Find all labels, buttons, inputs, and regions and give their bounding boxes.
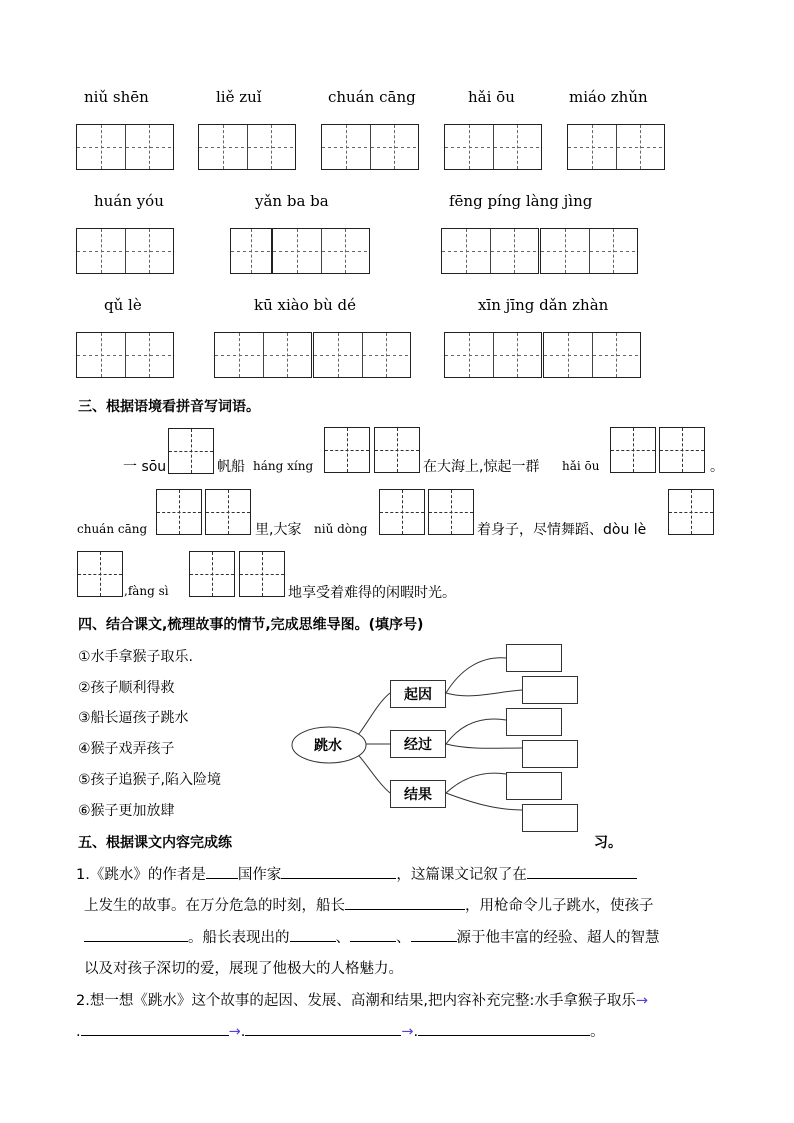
sentence-text: 着身子，尽情舞蹈、dòu lè — [477, 522, 647, 538]
answer-blank[interactable] — [281, 864, 396, 879]
pinyin-label: liě zuǐ — [216, 88, 262, 106]
char-box-2[interactable] — [543, 332, 641, 378]
tianzi-box[interactable] — [168, 428, 214, 474]
question-1-line-2 — [84, 894, 654, 915]
section-4-heading: 四、结合课文,梳理故事的情节,完成思维导图。(填序号) — [78, 617, 424, 633]
char-box-2[interactable] — [444, 332, 542, 378]
char-box-2[interactable] — [444, 124, 542, 170]
pinyin-label: fēng píng làng jìng — [449, 192, 593, 210]
answer-blank[interactable] — [81, 1021, 229, 1036]
arrow-icon: → — [228, 1024, 241, 1040]
answer-blank[interactable] — [245, 1021, 401, 1036]
tianzi-box[interactable] — [428, 489, 474, 535]
answer-box[interactable] — [506, 644, 562, 672]
sentence-text: 。 — [710, 459, 724, 475]
q1-text: 源于他丰富的经验、超人的智慧 — [456, 930, 660, 946]
answer-blank[interactable] — [290, 927, 336, 942]
section-3-heading: 三、根据语境看拼音写词语。 — [78, 399, 260, 415]
tianzi-box[interactable] — [156, 489, 202, 535]
tianzi-box[interactable] — [379, 489, 425, 535]
char-box-2[interactable] — [441, 228, 539, 274]
sentence-text: 一 sōu — [123, 459, 167, 475]
answer-blank[interactable] — [206, 864, 238, 879]
tianzi-box[interactable] — [205, 489, 251, 535]
sentence-text: 在大海上,惊起一群 — [423, 459, 540, 475]
question-1-line-3 — [84, 926, 660, 947]
char-box-2[interactable] — [313, 332, 411, 378]
q1-text: 1.《跳水》的作者是 — [76, 867, 206, 883]
q1-text: 上发生的故事。在万分危急的时刻，船长 — [84, 898, 345, 914]
answer-blank[interactable] — [350, 927, 396, 942]
mind-map-branch-cause: 起因 — [390, 680, 446, 708]
q2-dot: . — [413, 1024, 419, 1040]
mind-map-branch-result: 结果 — [390, 780, 446, 808]
char-box-2[interactable] — [567, 124, 665, 170]
pinyin-hint: hǎi ōu — [562, 459, 600, 473]
tianzi-box[interactable] — [189, 551, 235, 597]
char-box-1[interactable] — [230, 228, 272, 274]
tianzi-box[interactable] — [668, 489, 714, 535]
pinyin-hint: ,fàng sì — [124, 584, 169, 598]
q2-text: 2.想一想《跳水》这个故事的起因、发展、高潮和结果,把内容补充完整:水手拿猴子取乐 — [76, 993, 636, 1009]
sentence-text: 里,大家 — [255, 522, 302, 538]
question-2-line-2 — [76, 1020, 605, 1041]
sentence-text: 帆船 — [217, 459, 245, 475]
answer-box[interactable] — [506, 708, 562, 736]
tianzi-box[interactable] — [77, 551, 123, 597]
pinyin-label: yǎn ba ba — [255, 192, 329, 210]
q1-text: ，用枪命令儿子跳水，使孩子 — [465, 898, 654, 914]
answer-blank[interactable] — [527, 864, 637, 879]
list-item: ③船长逼孩子跳水 — [78, 710, 189, 726]
pinyin-label: miáo zhǔn — [569, 88, 648, 106]
list-item: ④猴子戏弄孩子 — [78, 741, 175, 757]
q1-text: 国作家 — [237, 867, 282, 883]
question-2-line-1 — [76, 989, 648, 1010]
pinyin-label: huán yóu — [94, 192, 164, 210]
q2-dot: . — [240, 1024, 246, 1040]
section-5-heading: 五、根据课文内容完成练 — [78, 835, 232, 851]
char-box-2[interactable] — [540, 228, 638, 274]
answer-blank[interactable] — [418, 1021, 590, 1036]
question-1-line-1 — [76, 863, 637, 884]
q2-dot: . — [76, 1024, 81, 1040]
answer-box[interactable] — [522, 804, 578, 832]
char-box-2[interactable] — [76, 332, 174, 378]
q1-text: ，这篇课文记叙了在 — [396, 867, 527, 883]
q2-text: 。 — [590, 1024, 605, 1040]
section-5-heading-tail: 习。 — [594, 835, 622, 851]
tianzi-box[interactable] — [374, 427, 420, 473]
sentence-text: 地享受着难得的闲暇时光。 — [288, 585, 456, 601]
pinyin-hint: háng xíng — [253, 459, 314, 473]
question-1-line-4: 以及对孩子深切的爱，展现了他极大的人格魅力。 — [84, 961, 403, 977]
tianzi-box[interactable] — [324, 427, 370, 473]
char-box-2[interactable] — [321, 124, 419, 170]
answer-box[interactable] — [506, 772, 562, 800]
pinyin-label: kū xiào bù dé — [254, 296, 357, 314]
mind-map-center: 跳水 — [314, 738, 342, 754]
answer-box[interactable] — [522, 676, 578, 704]
answer-blank[interactable] — [84, 927, 188, 942]
list-item: ①水手拿猴子取乐. — [78, 649, 194, 665]
pinyin-hint: niǔ dòng — [314, 522, 368, 536]
tianzi-box[interactable] — [610, 427, 656, 473]
pinyin-label: qǔ lè — [104, 296, 142, 314]
q1-text: 。船长表现出的 — [188, 930, 290, 946]
pinyin-label: niǔ shēn — [84, 88, 149, 106]
pinyin-label: hǎi ōu — [468, 88, 515, 106]
pinyin-hint: chuán cāng — [77, 522, 148, 536]
char-box-2[interactable] — [214, 332, 312, 378]
list-item: ⑥猴子更加放肆 — [78, 803, 175, 819]
q1-text: 、 — [335, 930, 350, 946]
char-box-2[interactable] — [272, 228, 370, 274]
list-item: ⑤孩子追猴子,陷入险境 — [78, 772, 222, 788]
pinyin-label: xīn jīng dǎn zhàn — [478, 296, 609, 314]
pinyin-label: chuán cāng — [328, 88, 416, 106]
answer-blank[interactable] — [345, 895, 465, 910]
char-box-2[interactable] — [76, 228, 174, 274]
tianzi-box[interactable] — [239, 551, 285, 597]
mind-map-branch-process: 经过 — [390, 730, 446, 758]
list-item: ②孩子顺利得救 — [78, 680, 175, 696]
answer-blank[interactable] — [411, 927, 457, 942]
char-box-2[interactable] — [198, 124, 296, 170]
answer-box[interactable] — [522, 740, 578, 768]
q1-text: 、 — [396, 930, 411, 946]
arrow-icon: → — [635, 993, 648, 1009]
tianzi-box[interactable] — [659, 427, 705, 473]
char-box-2[interactable] — [76, 124, 174, 170]
arrow-icon: → — [401, 1024, 414, 1040]
